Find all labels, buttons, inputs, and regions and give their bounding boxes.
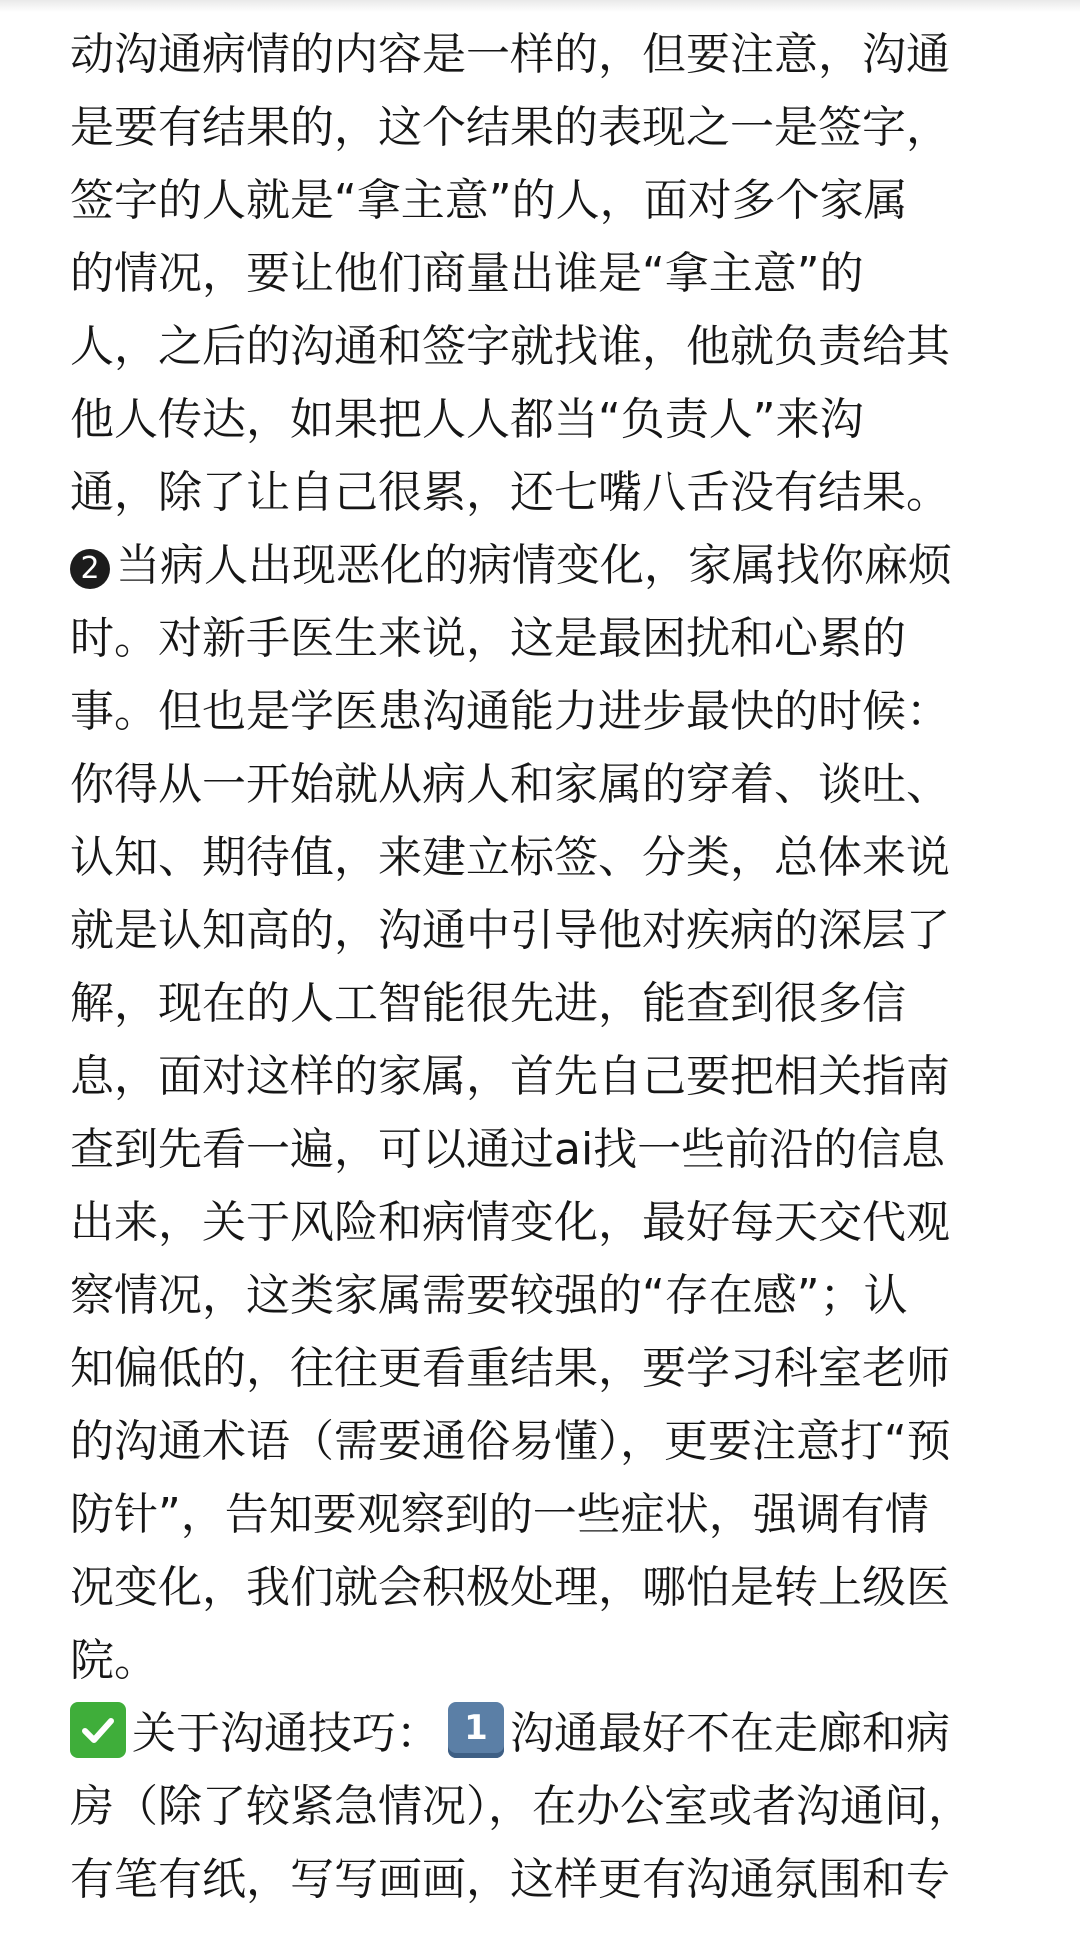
text-line: 通，除了让自己很累，还七嘴八舌没有结果。 (70, 467, 950, 518)
skills-first-text: 沟通最好不在走廊和病 (510, 1708, 950, 1759)
text-line: 签字的人就是“拿主意”的人，面对多个家属 (70, 175, 908, 226)
check-mark-button-icon (70, 1702, 126, 1758)
text-line: 事。但也是学医患沟通能力进步最快的时候： (70, 686, 950, 737)
skills-heading-line (70, 1697, 1030, 1770)
article-body (70, 18, 1030, 1916)
circled-number-two-icon: 2 (70, 549, 110, 589)
text-line: 的沟通术语（需要通俗易懂），更要注意打“预 (70, 1416, 951, 1467)
text-line: 他人传达，如果把人人都当“负责人”来沟 (70, 394, 864, 445)
top-edge-shadow (0, 0, 1080, 12)
text-line: 人，之后的沟通和签字就找谁，他就负责给其 (70, 321, 950, 372)
text-line: 出来，关于风险和病情变化，最好每天交代观 (70, 1197, 950, 1248)
keycap-one-icon (448, 1702, 504, 1758)
text-line: 就是认知高的，沟通中引导他对疾病的深层了 (70, 905, 950, 956)
keycap-digit: 1 (464, 1708, 488, 1748)
text-line: 解，现在的人工智能很先进，能查到很多信 (70, 978, 906, 1029)
point-two-line (70, 529, 1030, 602)
text-line: 防针”，告知要观察到的一些症状，强调有情 (70, 1489, 929, 1540)
text-line: 有笔有纸，写写画画，这样更有沟通氛围和专 (70, 1854, 950, 1905)
text-line: 查到先看一遍，可以通过ai找一些前沿的信息 (70, 1124, 946, 1175)
text-line: 房（除了较紧急情况），在办公室或者沟通间， (70, 1781, 972, 1832)
skills-heading: 关于沟通技巧： (132, 1708, 440, 1759)
text-line: 察情况，这类家属需要较强的“存在感”；认 (70, 1270, 908, 1321)
text-line: 认知、期待值，来建立标签、分类，总体来说 (70, 832, 950, 883)
text-line: 院。 (70, 1635, 158, 1686)
text-line: 况变化，我们就会积极处理，哪怕是转上级医 (70, 1562, 950, 1613)
text-line: 是要有结果的，这个结果的表现之一是签字， (70, 102, 950, 153)
text-line: 你得从一开始就从病人和家属的穿着、谈吐、 (70, 759, 950, 810)
point-two-text: 当病人出现恶化的病情变化，家属找你麻烦 (116, 540, 952, 591)
text-line: 知偏低的，往往更看重结果，要学习科室老师 (70, 1343, 950, 1394)
text-line: 的情况，要让他们商量出谁是“拿主意”的 (70, 248, 864, 299)
text-line: 动沟通病情的内容是一样的，但要注意，沟通 (70, 29, 950, 80)
text-line: 息，面对这样的家属，首先自己要把相关指南 (70, 1051, 950, 1102)
text-line: 时。对新手医生来说，这是最困扰和心累的 (70, 613, 906, 664)
